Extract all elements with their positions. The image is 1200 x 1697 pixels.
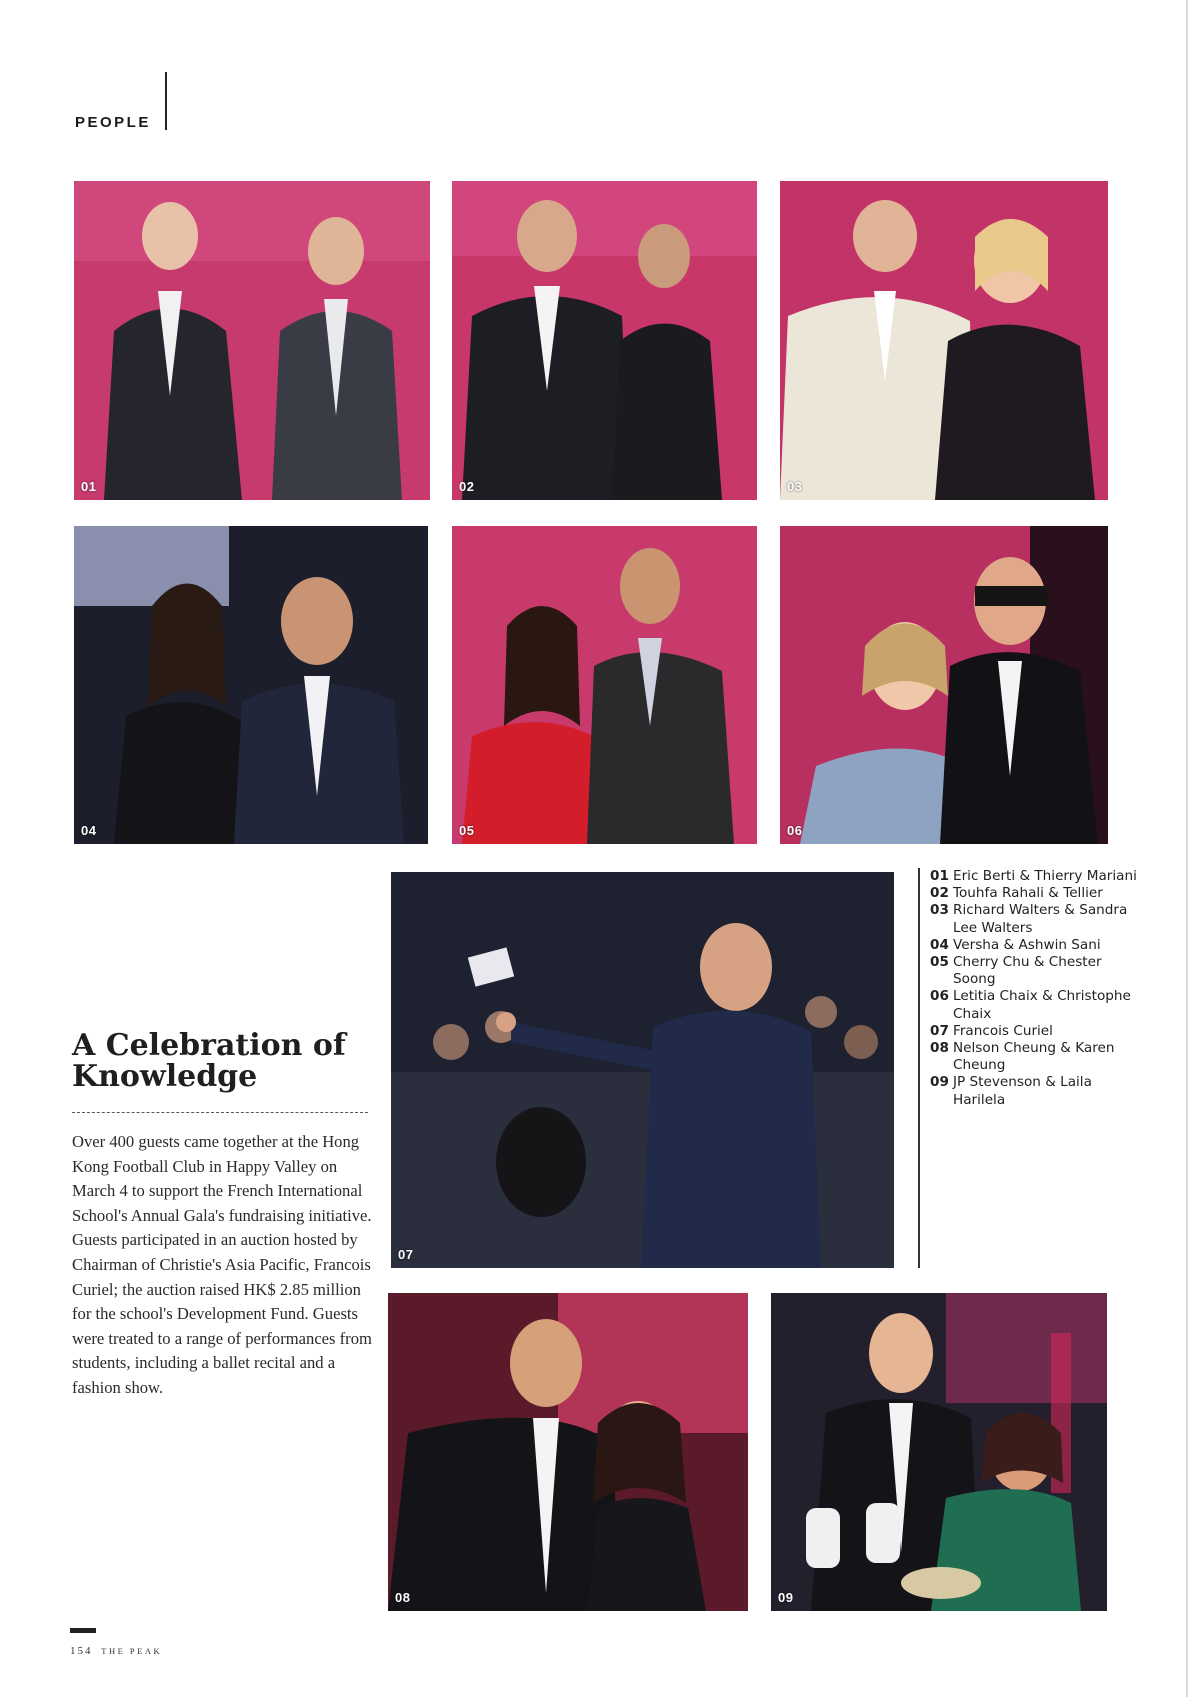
caption-names: Touhfa Rahali & Tellier [953,885,1103,902]
caption-names: Eric Berti & Thierry Mariani [953,868,1137,884]
caption-names: Nelson Cheung & Karen Cheung [953,1040,1115,1074]
page-edge [1186,0,1188,1697]
photo-number: 02 [459,479,475,494]
event-photo-04 [74,526,428,844]
caption-number: 05 [930,954,949,971]
article-headline: A Celebration of Knowledge [72,1028,346,1094]
photo-captions [918,868,1145,1268]
event-photo-08 [388,1293,748,1611]
photo-number: 03 [787,479,803,494]
caption-names: Francois Curiel [953,1022,1053,1039]
event-photo-02 [452,181,757,500]
caption-names: JP Stevenson & Laila Harilela [953,1074,1092,1108]
photo-number: 07 [398,1247,414,1262]
event-photo-03 [780,181,1108,500]
article-body: Over 400 guests came together at the Hong Kong Football Club in Happy Valley on March 4 to support the French International School's Annual Gala's fundraising initiative. Guests participated in an auction hosted by Chairman of Christie's Asia Pacific, Francois Curiel; the auction raised HK$ 2.85 million for the school's Development Fund. Guests were treated to a range of performances from students, including a ballet recital and a fashion show. [72,1132,372,1397]
section-label: PEOPLE [75,114,151,131]
caption-number: 07 [930,1022,949,1039]
footer-accent-bar [70,1628,96,1633]
photo-number: 04 [81,823,97,838]
caption-number: 02 [930,885,949,902]
page-number: 154 [70,1645,93,1657]
photo-number: 09 [778,1590,794,1605]
caption-item [930,885,1145,902]
event-photo-06 [780,526,1108,844]
photo-number: 05 [459,823,475,838]
magazine-name: THE PEAK [101,1646,163,1656]
caption-number: 04 [930,936,949,953]
caption-names: Cherry Chu & Chester Soong [953,954,1102,988]
caption-item [930,988,1145,1022]
photo-number: 01 [81,479,97,494]
event-photo-09 [771,1293,1107,1611]
caption-item [930,868,1145,885]
caption-item [930,937,1145,954]
caption-item [930,1023,1145,1040]
caption-number: 03 [930,902,949,919]
section-divider [165,72,167,130]
caption-number: 08 [930,1040,949,1057]
page-footer [70,1645,162,1657]
caption-number: 09 [930,1074,949,1091]
caption-item [930,1074,1145,1108]
caption-number: 01 [930,868,949,884]
caption-item [930,902,1145,936]
caption-names: Letitia Chaix & Christophe Chaix [953,988,1131,1022]
photo-number: 06 [787,823,803,838]
caption-number: 06 [930,988,949,1005]
photo-number: 08 [395,1590,411,1605]
event-photo-05 [452,526,757,844]
caption-names: Richard Walters & Sandra Lee Walters [953,902,1128,936]
event-photo-07 [391,872,894,1268]
caption-item [930,1040,1145,1074]
caption-item [930,954,1145,988]
event-photo-01 [74,181,430,500]
headline-divider [72,1112,368,1113]
caption-names: Versha & Ashwin Sani [953,936,1101,953]
